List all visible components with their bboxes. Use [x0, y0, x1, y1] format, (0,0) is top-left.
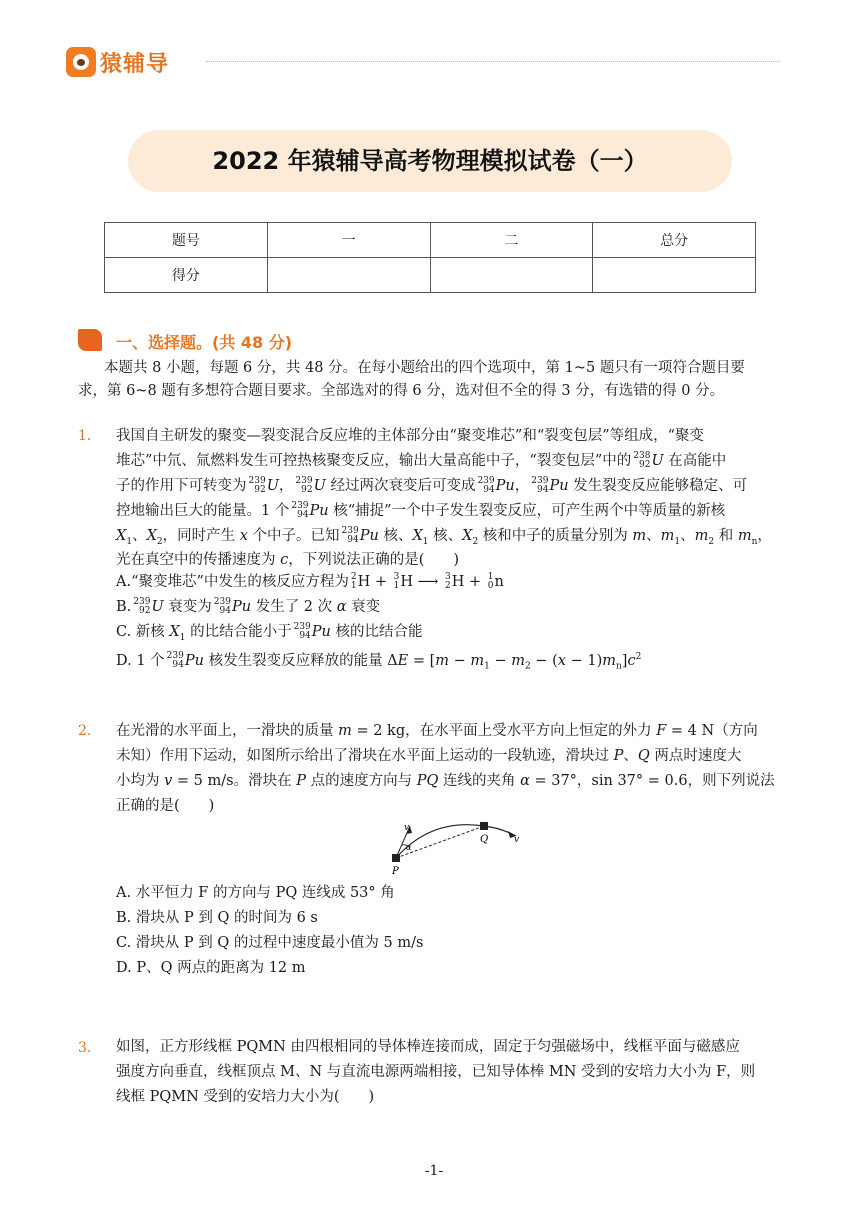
- exam-title: 2022 年猿辅导高考物理模拟试卷（一）: [212, 147, 648, 175]
- trajectory-figure: [386, 818, 526, 878]
- question-number: 1.: [78, 428, 92, 444]
- velocity-label: v: [404, 823, 410, 833]
- table-cell: 二: [430, 223, 593, 258]
- table-cell: 总分: [593, 223, 756, 258]
- option-c[interactable]: C. 新核 $X_1$ 的比结合能小于 239 94Pu 核的比结合能: [116, 622, 423, 643]
- velocity-label: v: [514, 835, 520, 845]
- option-c[interactable]: C. 滑块从 P 到 Q 的过程中速度最小值为 5 m/s: [116, 935, 424, 951]
- question-line: 子的作用下可转变为 239 92U， 239 92U 经过两次衰变后可变成 239 94Pu， 239 94Pu 发生裂变反应能够稳定、可: [116, 476, 748, 495]
- score-cell: [593, 258, 756, 293]
- score-cell: [267, 258, 430, 293]
- option-d[interactable]: D. P、Q 两点的距离为 12 m: [116, 960, 306, 976]
- option-d[interactable]: D. 1 个 239 94Pu 核发生裂变反应释放的能量 $\Delta E = [m - m_1 - m_2 - (x - 1)m_n]c^2$: [116, 650, 642, 672]
- section-marker-icon: [78, 329, 102, 351]
- section-intro-line: 本题共 8 小题，每题 6 分，共 48 分。在每小题给出的四个选项中，第 1~5 题只有一项符合题目要: [104, 360, 745, 376]
- question-line: 小均为 v = 5 m/s。滑块在 P 点的速度方向与 PQ 连线的夹角 α = 37°，sin 37° = 0.6，则下列说法: [116, 773, 775, 789]
- point-q-label: Q: [480, 834, 489, 845]
- score-cell: [430, 258, 593, 293]
- question-number: 3.: [78, 1040, 92, 1056]
- option-a[interactable]: A.“聚变堆芯”中发生的核反应方程为 2 1H + 3 1H ⟶ 3 2H + 1 0n: [116, 572, 504, 591]
- question-line: 未知）作用下运动，如图所示给出了滑块在水平面上运动的一段轨迹，滑块过 P、Q 两点时速度大: [116, 748, 742, 764]
- monkey-logo-icon: [66, 47, 96, 77]
- question-line: $X_1$、$X_2$，同时产生 x 个中子。已知 239 94Pu 核、$X_1$ 核、$X_2$ 核和中子的质量分别为 m、$m_1$、$m_2$ 和 $m_n$，: [116, 526, 772, 547]
- section-title: 一、选择题。(共 48 分): [116, 333, 293, 352]
- option-a[interactable]: A. 水平恒力 F 的方向与 PQ 连线成 53° 角: [116, 885, 395, 901]
- option-b[interactable]: B. 滑块从 P 到 Q 的时间为 6 s: [116, 910, 318, 926]
- question-line: 正确的是( ): [116, 798, 215, 814]
- header-dotted-rule: [206, 61, 780, 62]
- question-line: 控地输出巨大的能量。1 个 239 94Pu 核“捕捉”一个中子发生裂变反应，可产生两个中等质量的新核: [116, 501, 726, 520]
- question-number: 2.: [78, 723, 92, 739]
- table-row: [105, 223, 756, 258]
- brand-logo: [66, 46, 186, 78]
- question-line: 我国自主研发的聚变—裂变混合反应堆的主体部分由“聚变堆芯”和“裂变包层”等组成，“聚变: [116, 428, 705, 444]
- question-line: 线框 PQMN 受到的安培力大小为( ): [116, 1089, 375, 1105]
- page-number: -1-: [424, 1163, 444, 1179]
- option-b[interactable]: B. 239 92U 衰变为 239 94Pu 发生了 2 次 α 衰变: [116, 597, 381, 616]
- table-cell: 一: [267, 223, 430, 258]
- score-table: [104, 222, 756, 293]
- question-line: 在光滑的水平面上，一滑块的质量 m = 2 kg，在水平面上受水平方向上恒定的外力 F = 4 N（方向: [116, 723, 758, 739]
- brand-name: 猿辅导: [100, 51, 170, 77]
- question-line: 光在真空中的传播速度为 c，下列说法正确的是( ): [116, 552, 460, 568]
- table-cell: 得分: [105, 258, 268, 293]
- table-cell: 题号: [105, 223, 268, 258]
- section-intro-line: 求，第 6~8 题有多想符合题目要求。全部选对的得 6 分，选对但不全的得 3 分，有选错的得 0 分。: [78, 383, 725, 399]
- angle-label: α: [406, 843, 412, 852]
- point-p-label: P: [392, 866, 399, 877]
- question-line: 强度方向垂直，线框顶点 M、N 与直流电源两端相接，已知导体棒 MN 受到的安培力大小为 F，则: [116, 1064, 756, 1080]
- table-row: [105, 258, 756, 293]
- question-line: 堆芯”中氘、氚燃料发生可控热核聚变反应，输出大量高能中子，“裂变包层”中的 238 92U 在高能中: [116, 451, 727, 470]
- question-line: 如图，正方形线框 PQMN 由四根相同的导体棒连接而成，固定于匀强磁场中，线框平面与磁感应: [116, 1039, 740, 1055]
